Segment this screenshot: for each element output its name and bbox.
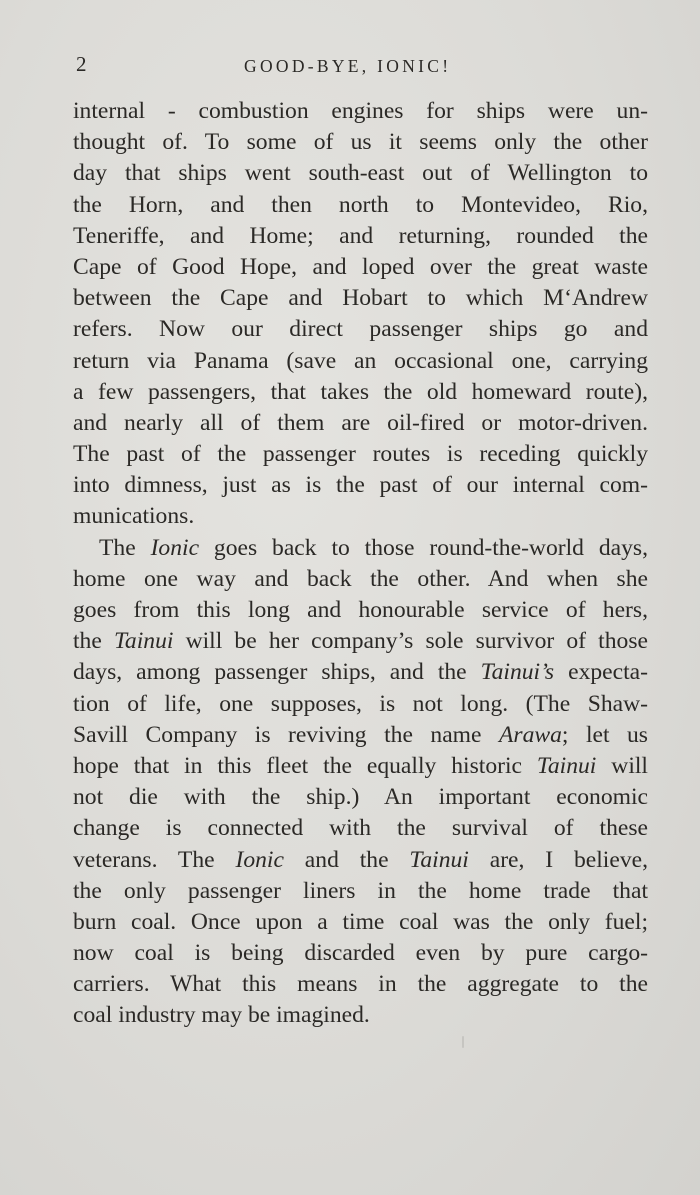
text-run: Savill Company is reviving the name	[73, 721, 499, 748]
text-line	[73, 470, 648, 501]
ship-name-italic: Tainui	[113, 628, 174, 655]
text-run: days, among passenger ships, and the	[73, 659, 481, 686]
text-run: the only passenger liners in the home trade that	[73, 877, 648, 904]
text-run: Cape of Good Hope, and loped over the great waste	[73, 253, 648, 280]
ship-name-italic: Ionic	[235, 846, 284, 873]
text-run: coal industry may be imagined.	[73, 1002, 370, 1029]
text-run: and the	[283, 846, 410, 873]
text-run: and nearly all of them are oil-fired or motor-driven.	[73, 409, 648, 436]
text-run: return via Panama (save an occasional one, carrying	[73, 347, 648, 374]
text-line	[73, 564, 648, 595]
text-line	[73, 377, 648, 408]
text-line	[73, 346, 648, 377]
text-line	[73, 626, 648, 657]
text-run: The past of the passenger routes is receding quickly	[73, 441, 648, 468]
text-line	[73, 1000, 648, 1031]
text-line	[73, 751, 648, 782]
text-line	[73, 190, 648, 221]
text-run: a few passengers, that takes the old homeward route),	[73, 378, 648, 405]
text-run: will be her company’s sole survivor of those	[173, 628, 648, 655]
text-line	[73, 938, 648, 969]
ship-name-italic: Arawa	[498, 721, 562, 748]
text-line	[73, 158, 648, 189]
text-run: refers. Now our direct passenger ships go and	[73, 316, 648, 343]
text-line	[73, 127, 648, 158]
running-header	[66, 50, 642, 80]
running-title: GOOD-BYE, IONIC!	[244, 56, 452, 76]
text-run: hope that in this fleet the equally historic	[73, 752, 537, 779]
ship-name-italic: Tainui’s	[480, 659, 555, 686]
margin-mark	[462, 1036, 464, 1048]
text-line	[73, 283, 648, 314]
ship-name-italic: Tainui	[536, 752, 597, 779]
text-run: not die with the ship.) An important economic	[73, 784, 648, 811]
text-run: the Horn, and then north to Montevideo, Rio,	[73, 191, 648, 218]
text-line	[73, 876, 648, 907]
text-line	[73, 314, 648, 345]
text-line	[73, 501, 648, 532]
body-text	[73, 96, 648, 1032]
text-run: will	[596, 752, 648, 779]
paragraph	[73, 96, 648, 533]
text-run: change is connected with the survival of these	[73, 815, 648, 842]
text-run: into dimness, just as is the past of our internal com-	[73, 472, 648, 499]
ship-name-italic: Tainui	[409, 846, 469, 873]
text-line	[73, 221, 648, 252]
ship-name-italic: Ionic	[150, 534, 200, 561]
text-line	[73, 408, 648, 439]
text-run: now coal is being discarded even by pure cargo-	[73, 940, 648, 967]
text-run: ; let us	[561, 721, 648, 748]
text-line	[73, 689, 648, 720]
text-line	[73, 720, 648, 751]
text-line	[73, 533, 648, 564]
text-line	[73, 782, 648, 813]
text-run: goes from this long and honourable service of hers,	[73, 597, 648, 623]
text-run: tion of life, one supposes, is not long. (The Shaw-	[73, 690, 648, 717]
text-run: goes back to those round-the-world days,	[199, 534, 648, 561]
paragraph	[73, 533, 648, 1032]
text-run: munications.	[73, 503, 195, 530]
text-run: carriers. What this means in the aggregate to the	[73, 971, 648, 998]
text-run: thought of. To some of us it seems only the other	[73, 129, 648, 156]
text-line	[73, 96, 648, 127]
text-run: are, I believe,	[468, 846, 648, 873]
text-run: day that ships went south-east out of Wellington to	[73, 160, 648, 187]
text-run: Teneriffe, and Home; and returning, rounded the	[73, 222, 648, 249]
text-line	[73, 813, 648, 844]
text-run: burn coal. Once upon a time coal was the only fuel;	[73, 908, 648, 935]
text-run: between the Cape and Hobart to which M‘Andrew	[73, 285, 648, 312]
text-line	[73, 907, 648, 938]
text-line	[73, 252, 648, 283]
text-run: home one way and back the other. And when she	[73, 565, 648, 592]
text-run: the	[73, 628, 114, 655]
page-number: 2	[76, 52, 87, 76]
text-line	[73, 969, 648, 1000]
text-line	[73, 439, 648, 470]
text-run: internal - combustion engines for ships were un-	[73, 98, 648, 124]
text-line	[73, 845, 648, 876]
text-run: veterans. The	[73, 846, 236, 873]
text-run: expecta-	[554, 659, 648, 686]
text-line	[73, 595, 648, 626]
text-run: The	[99, 534, 151, 561]
text-line	[73, 657, 648, 688]
